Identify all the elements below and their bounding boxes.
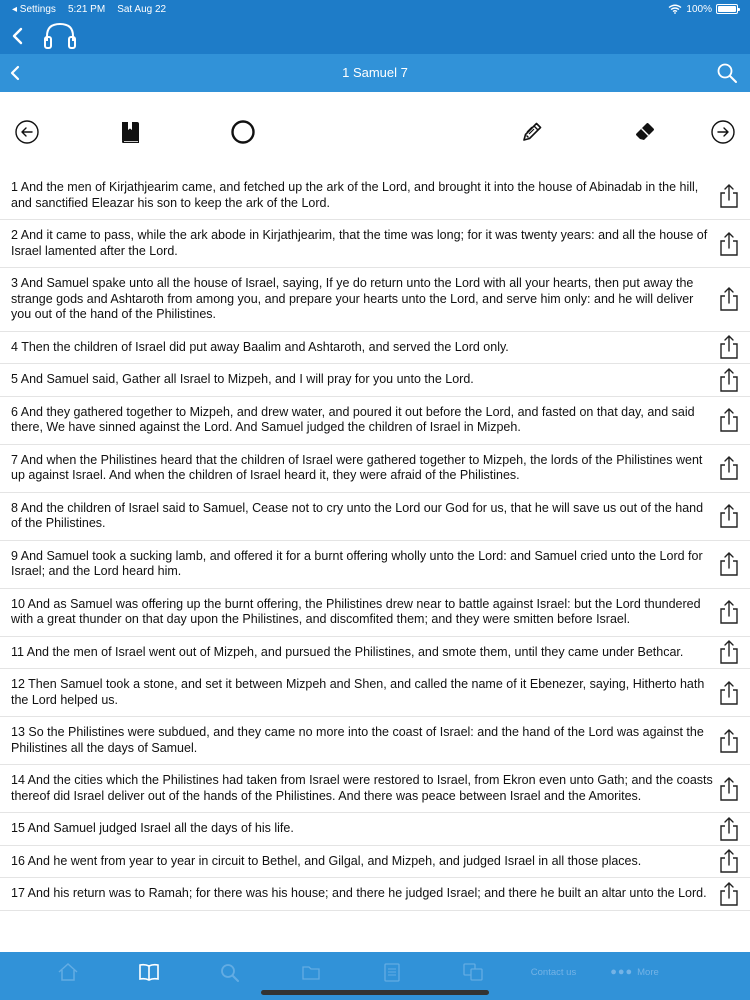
book-open-icon xyxy=(138,962,160,982)
translate-icon xyxy=(462,962,484,982)
verse-row[interactable] xyxy=(0,813,750,846)
verse-row[interactable] xyxy=(0,717,750,765)
share-icon[interactable] xyxy=(718,367,740,393)
verse-row[interactable] xyxy=(0,589,750,637)
tab-translate[interactable] xyxy=(432,952,513,992)
verse-row[interactable] xyxy=(0,268,750,332)
status-right xyxy=(668,4,738,15)
previous-chapter-icon[interactable] xyxy=(14,119,40,145)
verse-text: 12 Then Samuel took a stone, and set it between Mizpeh and Shen, and called the name of it Ebenezer, saying, Hitherto hath the Lord helped us. xyxy=(11,677,705,707)
next-chapter-icon[interactable] xyxy=(710,119,736,145)
circle-icon[interactable] xyxy=(230,119,256,145)
status-date: Sat Aug 22 xyxy=(117,3,167,15)
verse-row[interactable] xyxy=(0,397,750,445)
tab-home[interactable] xyxy=(27,952,108,992)
share-icon[interactable] xyxy=(718,816,740,842)
nav-bar xyxy=(0,54,750,92)
verse-list xyxy=(0,172,750,952)
home-indicator xyxy=(261,990,489,995)
verse-text: 5 And Samuel said, Gather all Israel to Mizpeh, and I will pray for you unto the Lord. xyxy=(11,372,474,386)
page-title: 1 Samuel 7 xyxy=(342,65,408,80)
share-icon[interactable] xyxy=(718,599,740,625)
share-icon[interactable] xyxy=(718,728,740,754)
back-icon[interactable] xyxy=(6,24,30,48)
home-icon xyxy=(57,962,79,982)
verse-row[interactable] xyxy=(0,493,750,541)
share-icon[interactable] xyxy=(718,231,740,257)
share-icon[interactable] xyxy=(718,639,740,665)
notes-icon xyxy=(383,962,401,982)
tab-notes[interactable] xyxy=(351,952,432,992)
search-icon xyxy=(219,962,241,982)
more-icon: ●●● xyxy=(610,966,634,978)
share-icon[interactable] xyxy=(718,680,740,706)
verse-row[interactable] xyxy=(0,172,750,220)
top-strip xyxy=(0,18,750,54)
verse-row[interactable] xyxy=(0,637,750,670)
share-icon[interactable] xyxy=(718,881,740,907)
verse-text: 3 And Samuel spake unto all the house of Israel, saying, If ye do return unto the Lord with all your hearts, then put away the strange gods and Ashtaroth from among you, and prepare your hearts unto the Lord, and serve him only: and he will deliver you out of the hand of the Philistines. xyxy=(11,276,694,321)
verse-row[interactable] xyxy=(0,846,750,879)
tab-contact-label: Contact us xyxy=(530,966,577,978)
tab-search[interactable] xyxy=(189,952,270,992)
bookmark-book-icon[interactable] xyxy=(118,119,144,145)
verse-row[interactable] xyxy=(0,220,750,268)
verse-row[interactable] xyxy=(0,765,750,813)
verse-text: 17 And his return was to Ramah; for there was his house; and there he judged Israel; and there he built an altar unto the Lord. xyxy=(11,886,707,900)
verse-row[interactable] xyxy=(0,364,750,397)
verse-text: 14 And the cities which the Philistines had taken from Israel were restored to Israel, from Ekron even unto Gath; and the coasts thereof did Israel deliver out of the hands of the Philistines. And there was peace between Israel and the Amorites. xyxy=(11,773,713,803)
share-icon[interactable] xyxy=(718,334,740,360)
share-icon[interactable] xyxy=(718,407,740,433)
verse-text: 15 And Samuel judged Israel all the days of his life. xyxy=(11,821,294,835)
verse-text: 13 So the Philistines were subdued, and they came no more into the coast of Israel: and the hand of the Lord was against the Philistines all the days of Samuel. xyxy=(11,725,704,755)
verse-row[interactable] xyxy=(0,445,750,493)
verse-text: 8 And the children of Israel said to Samuel, Cease not to cry unto the Lord our God for us, that he will save us out of the hand of the Philistines. xyxy=(11,500,704,530)
share-icon[interactable] xyxy=(718,183,740,209)
verse-row[interactable] xyxy=(0,878,750,911)
back-to-settings[interactable]: ◂ Settings xyxy=(12,3,56,15)
tab-folder[interactable] xyxy=(270,952,351,992)
verse-text: 11 And the men of Israel went out of Mizpeh, and pursued the Philistines, and smote them, until they came under Bethcar. xyxy=(11,644,684,659)
share-icon[interactable] xyxy=(718,776,740,802)
verse-text: 7 And when the Philistines heard that the children of Israel were gathered together to Mizpeh, the lords of the Philistines went up against Israel. And when the children of Israel heard it, they were afraid of the Philistines. xyxy=(11,452,703,482)
share-icon[interactable] xyxy=(718,551,740,577)
status-time: 5:21 PM xyxy=(67,3,106,15)
battery-percent: 100% xyxy=(686,3,712,15)
verse-text: 9 And Samuel took a sucking lamb, and offered it for a burnt offering wholly unto the Lord: and Samuel cried unto the Lord for Israel; and the Lord heard him. xyxy=(11,548,703,578)
verse-text: 10 And as Samuel was offering up the burnt offering, the Philistines drew near to battle against Israel: but the Lord thundered with a great thunder on that day upon the Philistines, and discomfited them; and they were smitten before Israel. xyxy=(11,596,701,626)
status-bar xyxy=(0,0,750,18)
verse-text: 16 And he went from year to year in circuit to Bethel, and Gilgal, and Mizpeh, and judged Israel in all those places. xyxy=(11,853,642,868)
wifi-icon xyxy=(668,4,682,14)
verse-text: 2 And it came to pass, while the ark abode in Kirjathjearim, that the time was long; for it was twenty years: and all the house of Israel lamented after the Lord. xyxy=(11,228,708,258)
tab-bible[interactable] xyxy=(108,952,189,992)
verse-text: 1 And the men of Kirjathjearim came, and fetched up the ark of the Lord, and brought it into the house of Abinadab in the hill, and sanctified Eleazar his son to keep the ark of the Lord. xyxy=(11,180,699,210)
share-icon[interactable] xyxy=(718,286,740,312)
share-icon[interactable] xyxy=(718,455,740,481)
search-icon[interactable] xyxy=(716,62,738,84)
toolbar xyxy=(0,92,750,172)
pencil-icon[interactable] xyxy=(519,119,545,145)
tab-more-label: More xyxy=(637,966,659,978)
folder-icon xyxy=(301,963,321,981)
verse-row[interactable] xyxy=(0,669,750,717)
status-left xyxy=(12,4,166,15)
verse-text: 4 Then the children of Israel did put away Baalim and Ashtaroth, and served the Lord only. xyxy=(11,339,509,354)
share-icon[interactable] xyxy=(718,848,740,874)
tab-contact[interactable] xyxy=(513,952,594,992)
headphones-icon[interactable] xyxy=(42,21,78,51)
verse-text: 6 And they gathered together to Mizpeh, and drew water, and poured it out before the Lord, and fasted on that day, and said there, We have sinned against the Lord. And Samuel judged the children of Israel in Mizpeh. xyxy=(11,404,695,434)
verse-row[interactable] xyxy=(0,332,750,365)
verse-row[interactable] xyxy=(0,541,750,589)
tab-more[interactable] xyxy=(594,952,675,992)
battery-icon xyxy=(716,4,738,14)
share-icon[interactable] xyxy=(718,503,740,529)
eraser-icon[interactable] xyxy=(632,119,658,145)
battery-fill xyxy=(718,6,736,12)
